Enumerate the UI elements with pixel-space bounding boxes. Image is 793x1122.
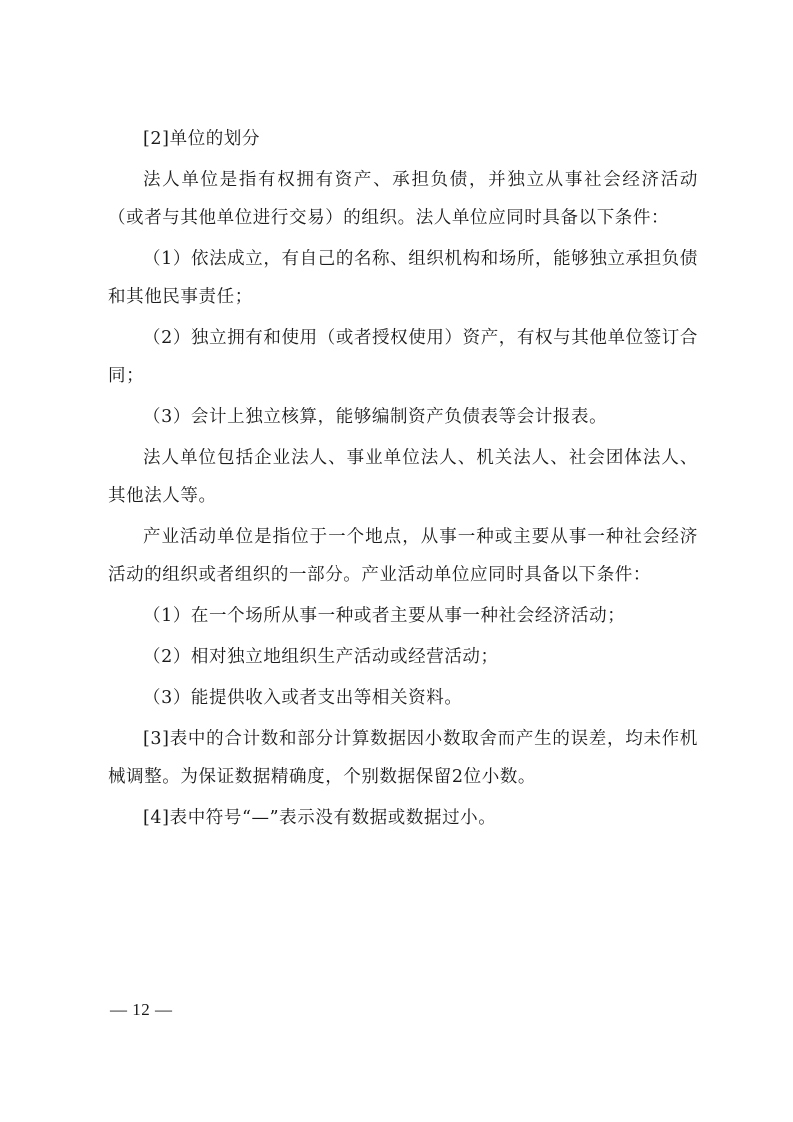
paragraph-legal-entity-types: 法人单位包括企业法人、事业单位法人、机关法人、社会团体法人、其他法人等。 [108,448,698,506]
legal-entity-condition-3: （3）会计上独立核算，能够编制资产负债表等会计报表。 [143,407,608,427]
industrial-unit-condition-1: （1）在一个场所从事一种或者主要从事一种社会经济活动； [143,606,626,626]
document-body [108,120,698,837]
note-rounding: [3]表中的合计数和部分计算数据因小数取舍而产生的误差，均未作机械调整。为保证数据精确度，个别数据保留2位小数。 [108,729,698,787]
industrial-unit-condition-3: （3）能提供收入或者支出等相关资料。 [143,688,463,708]
page-number: — 12 — [110,1000,173,1019]
paragraph-industrial-unit-definition: 产业活动单位是指位于一个地点，从事一种或主要从事一种社会经济活动的组织或者组织的一部分。产业活动单位应同时具备以下条件： [108,527,698,585]
paragraph-legal-entity-definition: 法人单位是指有权拥有资产、承担负债，并独立从事社会经济活动（或者与其他单位进行交易）的组织。法人单位应同时具备以下条件： [108,170,698,228]
note-heading-unit-division: [2]单位的划分 [143,129,261,149]
legal-entity-condition-1: （1）依法成立，有自己的名称、组织机构和场所，能够独立承担负债和其他民事责任； [108,249,698,307]
note-symbol: [4]表中符号“—”表示没有数据或数据过小。 [143,808,497,828]
industrial-unit-condition-2: （2）相对独立地组织生产活动或经营活动； [143,647,499,667]
legal-entity-condition-2: （2）独立拥有和使用（或者授权使用）资产，有权与其他单位签订合同； [108,328,698,386]
